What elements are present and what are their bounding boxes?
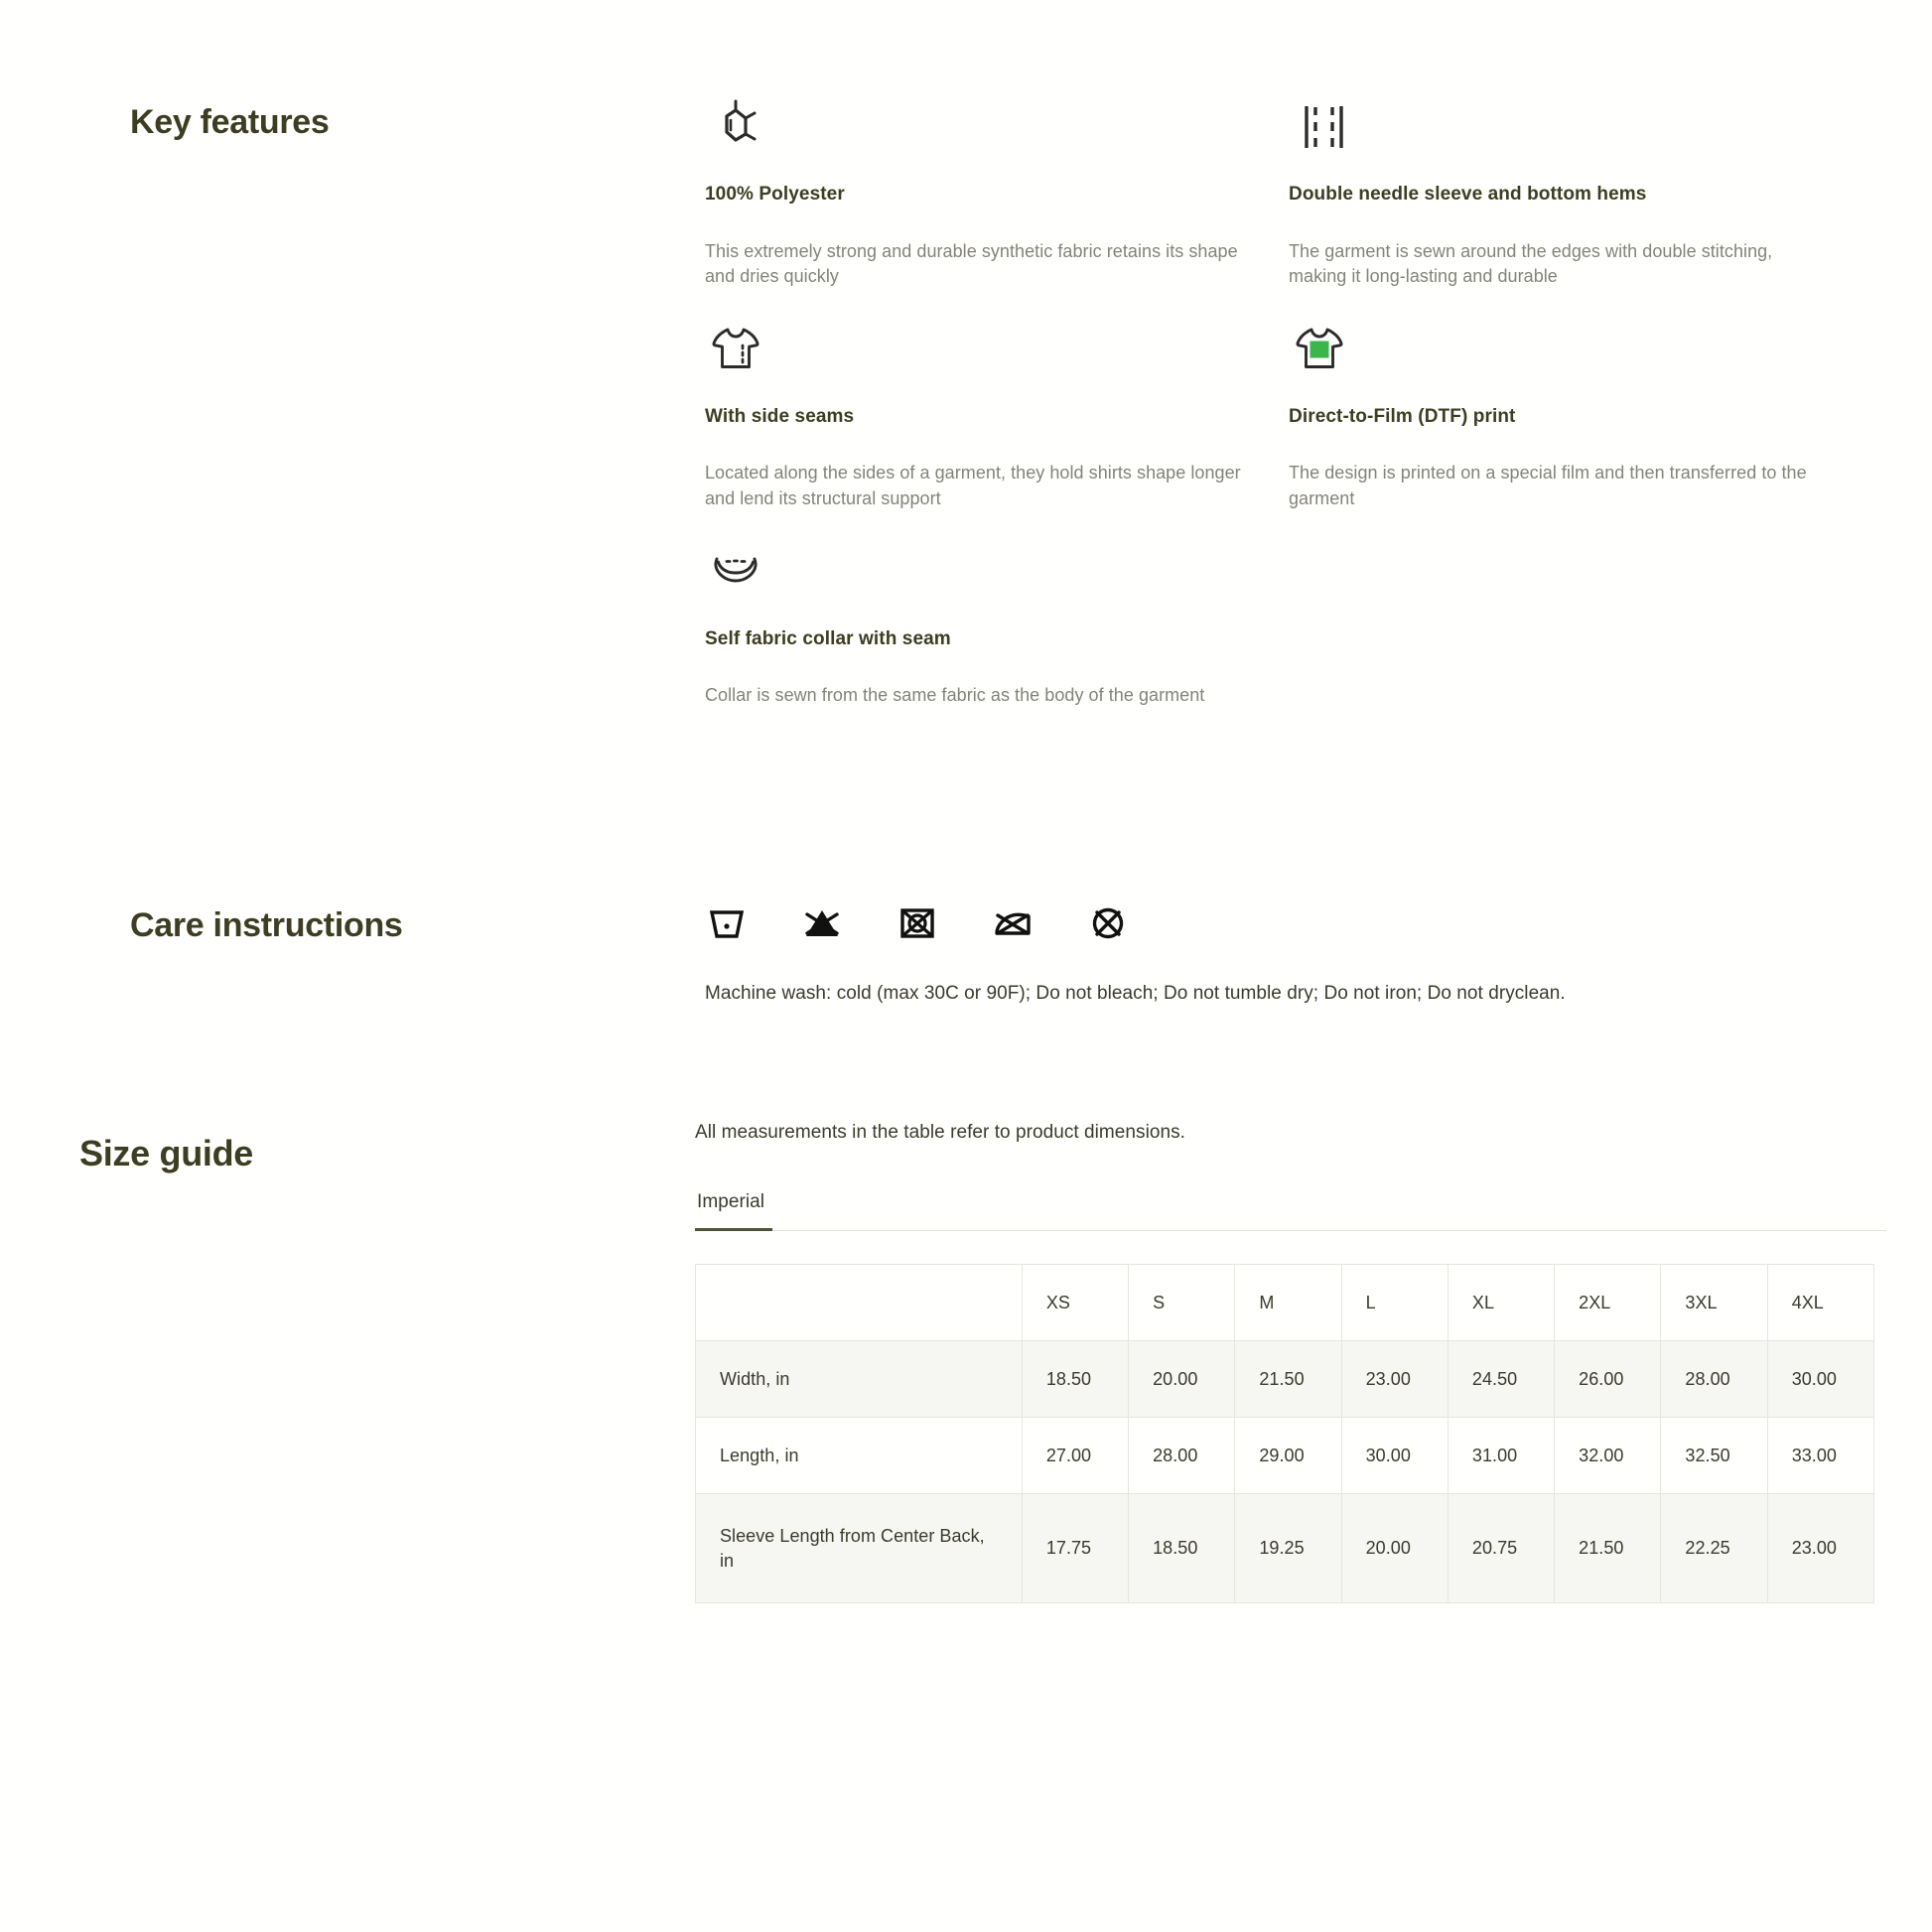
tshirt-side-seam-icon <box>705 317 1249 378</box>
do-not-dryclean-icon <box>1086 901 1130 945</box>
feature-heading: Double needle sleeve and bottom hems <box>1289 184 1647 205</box>
cell-sleeve-l: 20.00 <box>1341 1494 1448 1603</box>
feature-heading: 100% Polyester <box>705 184 845 205</box>
benzene-ring-icon <box>705 94 1249 156</box>
feature-card-polyester <box>705 94 1289 290</box>
cell-width-3xl: 28.00 <box>1661 1341 1767 1418</box>
cell-length-4xl: 33.00 <box>1767 1418 1873 1494</box>
size-column-header-3xl: 3XL <box>1661 1265 1767 1341</box>
size-column-header-s: S <box>1129 1265 1235 1341</box>
cell-sleeve-xl: 20.75 <box>1448 1494 1554 1603</box>
size-table-header-row <box>696 1265 1874 1341</box>
cell-sleeve-s: 18.50 <box>1129 1494 1235 1603</box>
cell-length-l: 30.00 <box>1341 1418 1448 1494</box>
care-instructions-body <box>705 894 1876 1008</box>
cell-width-l: 23.00 <box>1341 1341 1448 1418</box>
table-row <box>696 1418 1874 1494</box>
table-row <box>696 1494 1874 1603</box>
cell-width-xl: 24.50 <box>1448 1341 1554 1418</box>
cell-length-m: 29.00 <box>1235 1418 1341 1494</box>
size-table-corner-cell <box>696 1265 1023 1341</box>
feature-description: This extremely strong and durable synthetic fabric retains its shape and dries quickly <box>705 240 1238 287</box>
size-column-header-2xl: 2XL <box>1555 1265 1661 1341</box>
do-not-tumble-dry-icon <box>896 901 939 945</box>
row-label-width: Width, in <box>696 1341 1023 1418</box>
cell-length-xl: 31.00 <box>1448 1418 1554 1494</box>
feature-description: Located along the sides of a garment, they hold shirts shape longer and lend its structural support <box>705 463 1241 509</box>
size-column-header-xl: XL <box>1448 1265 1554 1341</box>
key-features-grid <box>705 94 1876 736</box>
row-label-length: Length, in <box>696 1418 1023 1494</box>
do-not-bleach-icon <box>800 901 844 945</box>
cell-length-2xl: 32.00 <box>1555 1418 1661 1494</box>
cell-length-xs: 27.00 <box>1022 1418 1128 1494</box>
care-symbols-row <box>705 894 1876 953</box>
care-instructions-title: Care instructions <box>130 906 403 944</box>
cell-sleeve-xs: 17.75 <box>1022 1494 1128 1603</box>
size-guide-note: All measurements in the table refer to product dimensions. <box>695 1122 1185 1143</box>
size-table-head <box>696 1265 1874 1341</box>
cell-width-m: 21.50 <box>1235 1341 1341 1418</box>
table-row <box>696 1341 1874 1418</box>
feature-card-double-needle <box>1289 94 1876 290</box>
cell-width-4xl: 30.00 <box>1767 1341 1873 1418</box>
tshirt-dtf-print-icon <box>1289 317 1837 378</box>
key-features-title: Key features <box>130 103 330 141</box>
cell-width-s: 20.00 <box>1129 1341 1235 1418</box>
collar-seam-icon <box>705 539 1249 601</box>
feature-heading: Direct-to-Film (DTF) print <box>1289 405 1516 427</box>
size-column-header-4xl: 4XL <box>1767 1265 1873 1341</box>
cell-sleeve-3xl: 22.25 <box>1661 1494 1767 1603</box>
tab-imperial[interactable]: Imperial <box>695 1191 772 1231</box>
size-guide-table <box>695 1264 1874 1603</box>
size-table-body <box>696 1341 1874 1603</box>
care-instructions-text: Machine wash: cold (max 30C or 90F); Do not bleach; Do not tumble dry; Do not iron; Do not dryclean. <box>705 983 1566 1004</box>
feature-heading: With side seams <box>705 405 855 427</box>
row-label-sleeve-length: Sleeve Length from Center Back, in <box>696 1494 1023 1603</box>
do-not-iron-icon <box>991 901 1035 945</box>
size-guide-title: Size guide <box>79 1133 254 1173</box>
feature-description: The garment is sewn around the edges with double stitching, making it long-lasting and durable <box>1289 240 1773 287</box>
cell-sleeve-m: 19.25 <box>1235 1494 1341 1603</box>
size-column-header-xs: XS <box>1022 1265 1128 1341</box>
size-guide-tabs <box>695 1191 1886 1231</box>
feature-card-collar-seam <box>705 539 1289 709</box>
size-column-header-m: M <box>1235 1265 1341 1341</box>
feature-heading: Self fabric collar with seam <box>705 627 951 649</box>
feature-description: Collar is sewn from the same fabric as the body of the garment <box>705 685 1205 706</box>
size-guide-body <box>695 1122 1886 1603</box>
cell-sleeve-2xl: 21.50 <box>1555 1494 1661 1603</box>
cell-length-3xl: 32.50 <box>1661 1418 1767 1494</box>
machine-wash-cold-icon <box>705 901 749 945</box>
cell-width-2xl: 26.00 <box>1555 1341 1661 1418</box>
feature-card-dtf-print <box>1289 317 1876 512</box>
cell-length-s: 28.00 <box>1129 1418 1235 1494</box>
cell-width-xs: 18.50 <box>1022 1341 1128 1418</box>
cell-sleeve-4xl: 23.00 <box>1767 1494 1873 1603</box>
double-needle-stitch-icon <box>1289 94 1837 156</box>
feature-description: The design is printed on a special film and then transferred to the garment <box>1289 463 1807 509</box>
feature-card-side-seams <box>705 317 1289 512</box>
size-column-header-l: L <box>1341 1265 1448 1341</box>
